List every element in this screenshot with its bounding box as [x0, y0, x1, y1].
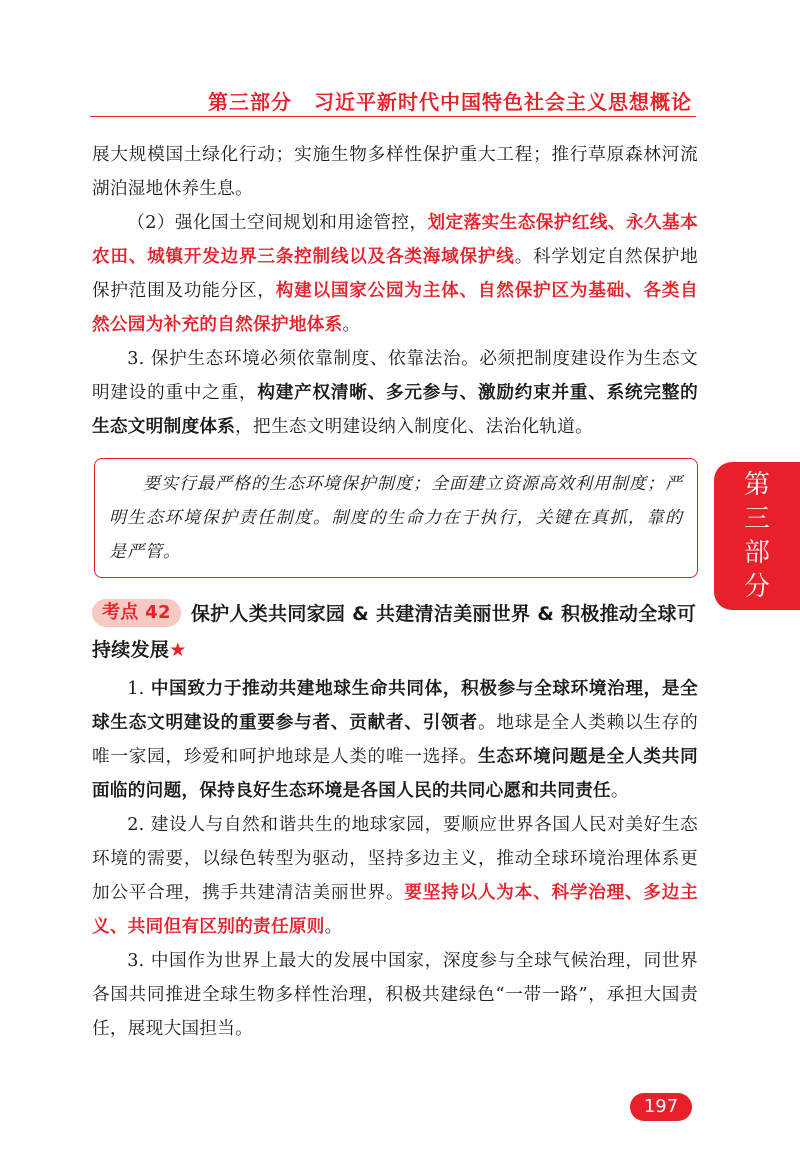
kaodian-title: 保护人类共同家园 & 共建清洁美丽世界 & 积极推动全球可持续发展 — [92, 603, 697, 661]
header-part-label: 第三部分 — [208, 90, 292, 114]
highlight-red: 构建以国家公园为主体、自然保护区为基础、各类自然公园为补充的自然保护地体系 — [92, 281, 698, 335]
kaodian-heading — [92, 596, 698, 668]
text-run: 1. — [127, 679, 151, 699]
paragraph-institutions — [92, 342, 698, 444]
highlight-bold: 构建产权清晰、多元参与、激励约束并重、系统完整的生态文明制度体系 — [92, 383, 698, 437]
text-run: （2）强化国土空间规划和用途管控， — [127, 213, 428, 233]
quote-note-text: 要实行最严格的生态环境保护制度；全面建立资源高效利用制度；严明生态环境保护责任制度。制度的生命力在于执行，关键在真抓，靠的是严管。 — [109, 474, 683, 562]
section-tab-char: 三 — [743, 504, 770, 534]
text-run: 。地球是全人类赖以生存的唯一家园，珍爱和呵护地球是人类的唯一选择。 — [92, 713, 698, 767]
text-run: 3. 保护生态环境必须依靠制度、依靠法治。必须把制度建设作为生态文明建设的重中之重， — [92, 349, 698, 403]
paragraph-point-3: 3. 中国作为世界上最大的发展中国家，深度参与全球气候治理，同世界各国共同推进全球生物多样性治理，积极共建绿色“一带一路”，承担大国责任，展现大国担当。 — [92, 951, 698, 1039]
page-body — [92, 138, 698, 1046]
highlight-red: 要坚持以人为本、科学治理、多边主义、共同但有区别的责任原则 — [92, 883, 698, 937]
text-run: 。 — [342, 315, 361, 335]
section-tab — [714, 462, 800, 610]
highlight-bold: 生态环境问题是全人类共同面临的问题，保持良好生态环境是各国人民的共同心愿和共同责任 — [92, 747, 698, 801]
star-icon: ★ — [169, 639, 187, 661]
running-header — [208, 86, 692, 115]
paragraph-spatial-planning — [92, 206, 698, 342]
header-book-title: 习近平新时代中国特色社会主义思想概论 — [314, 90, 692, 114]
quote-note-box — [94, 458, 698, 578]
text-run: ，把生态文明建设纳入制度化、法治化轨道。 — [235, 417, 594, 437]
section-tab-char: 部 — [743, 538, 770, 568]
text-run: 2. 建设人与自然和谐共生的地球家园，要顺应世界各国人民对美好生态环境的需要，以绿色转型为驱动，坚持多边主义，推动全球环境治理体系更加公平合理，携手共建清洁美丽世界。 — [92, 815, 698, 903]
kaodian-badge: 考点 42 — [92, 599, 181, 627]
paragraph-continuation: 展大规模国土绿化行动；实施生物多样性保护重大工程；推行草原森林河流湖泊湿地休养生息。 — [92, 145, 698, 199]
page-number: 197 — [630, 1093, 692, 1121]
highlight-bold: 中国致力于推动共建地球生命共同体，积极参与全球环境治理，是全球生态文明建设的重要参与者、贡献者、引领者 — [92, 679, 698, 733]
paragraph-point-1 — [92, 672, 698, 808]
text-run: 。 — [324, 917, 343, 937]
section-tab-char: 分 — [743, 572, 770, 602]
text-run: 。科学划定自然保护地保护范围及功能分区， — [92, 247, 698, 301]
highlight-red: 划定落实生态保护红线、永久基本农田、城镇开发边界三条控制线以及各类海域保护线 — [92, 213, 698, 267]
paragraph-point-2 — [92, 808, 698, 944]
section-tab-char: 第 — [743, 470, 770, 500]
header-divider — [90, 116, 696, 117]
text-run: 。 — [610, 781, 629, 801]
